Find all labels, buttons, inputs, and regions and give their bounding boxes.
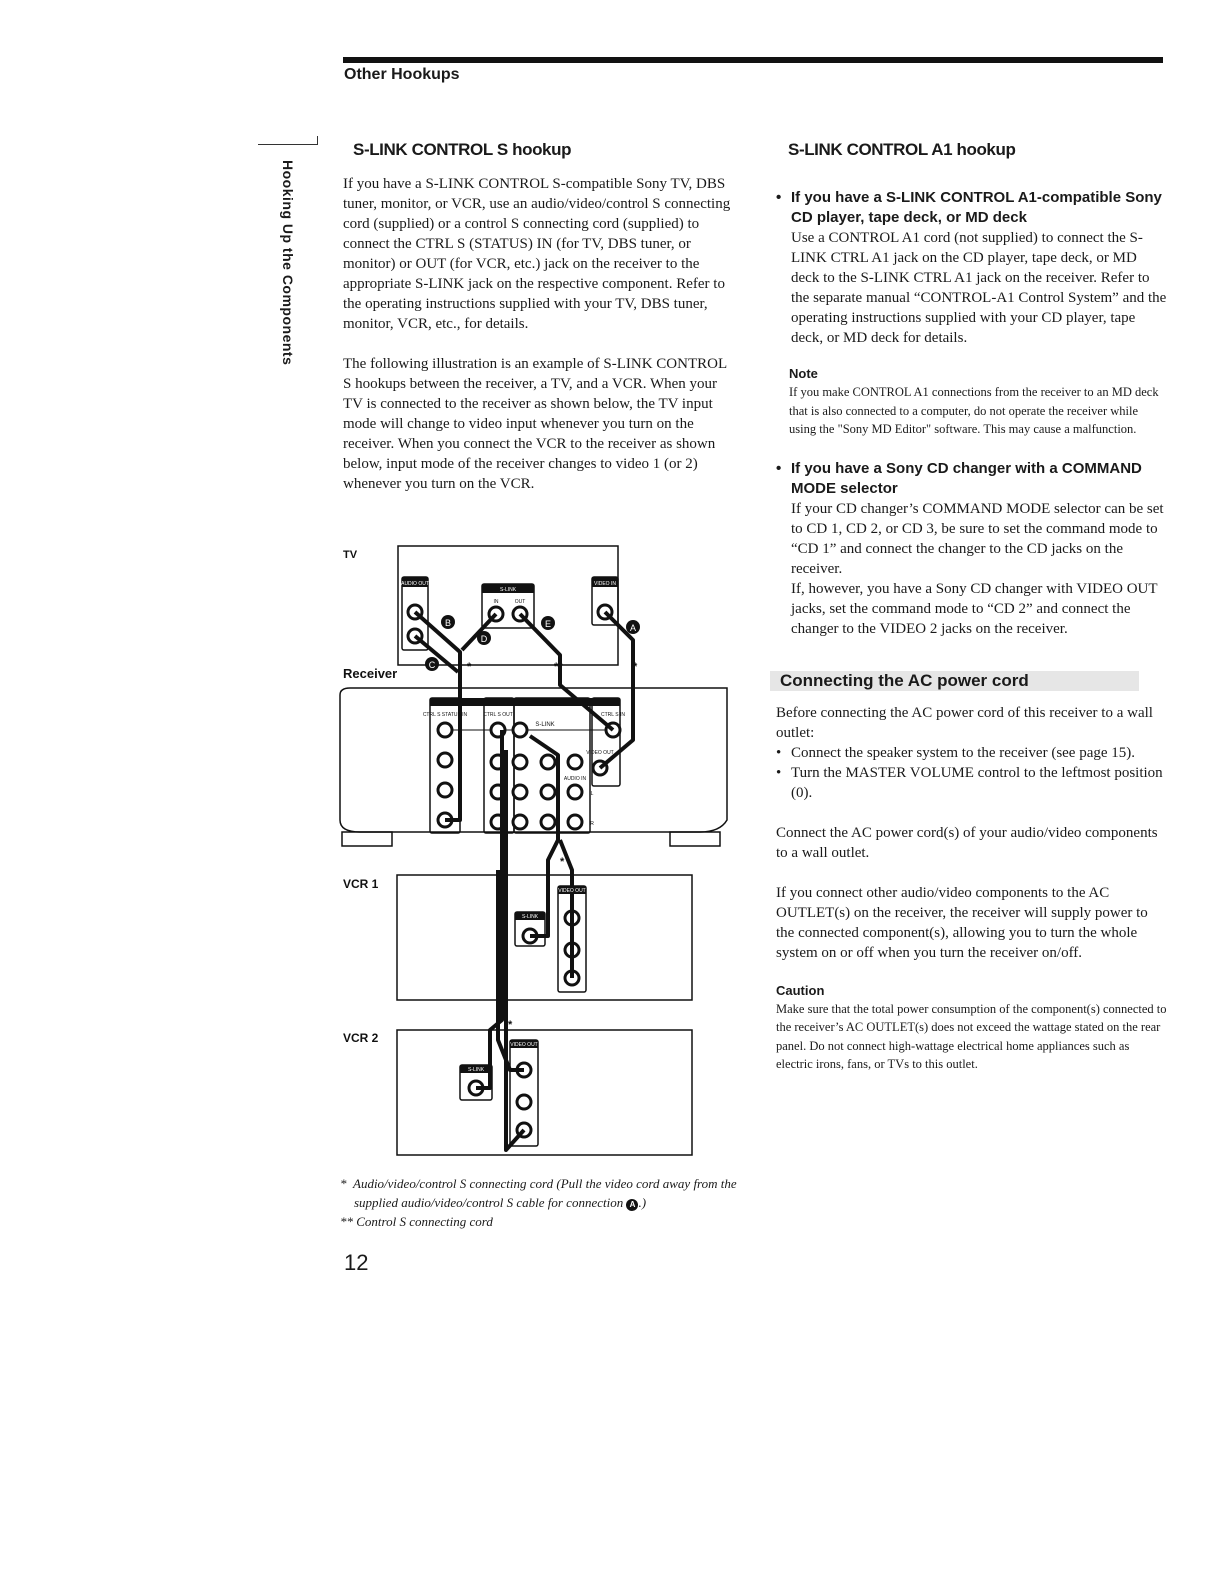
jack-icon <box>438 753 452 767</box>
diagram-shape <box>506 750 524 1150</box>
jack-icon <box>517 1095 531 1109</box>
jack-icon <box>438 723 452 737</box>
jack-label: VIDEO OUT <box>558 888 586 894</box>
hookup-diagram <box>330 540 740 1165</box>
jack-icon <box>541 785 555 799</box>
jack-label: OUT <box>514 599 526 605</box>
vcr2-label: VCR 2 <box>343 1031 379 1045</box>
side-tab-rule <box>317 136 318 145</box>
receiver-foot <box>670 832 720 846</box>
receiver-box <box>340 688 727 832</box>
cd-changer-bullet-heading: • If you have a Sony CD changer with a COMMAND MODE selector <box>776 459 1168 499</box>
footnote-1: Audio/video/control S connecting cord (Pull the video cord away from the supplied audio/video/control S cable for connection <box>353 1176 737 1210</box>
diagram-shape <box>401 581 616 1073</box>
jack-icon <box>513 785 527 799</box>
marker-d: D <box>480 634 488 644</box>
jack-icon <box>513 815 527 829</box>
footnote-double-star: ** <box>340 1214 353 1229</box>
vcr1-label: VCR 1 <box>343 877 379 891</box>
note-heading: Note <box>789 366 818 381</box>
page-number: 12 <box>344 1250 369 1275</box>
ac-list-item: • Turn the MASTER VOLUME control to the leftmost position (0). <box>776 763 1168 803</box>
slink-s-title: S-LINK CONTROL S hookup <box>353 140 572 159</box>
jack-icon <box>568 755 582 769</box>
slink-a1-title: S-LINK CONTROL A1 hookup <box>788 140 1016 159</box>
caution-heading: Caution <box>776 982 825 998</box>
jack-label: S-LINK <box>499 587 517 593</box>
footnote-2: Control S connecting cord <box>356 1214 493 1229</box>
marker-b: B <box>444 618 452 628</box>
jack-label: VIDEO IN <box>594 581 616 587</box>
jack-icon <box>438 783 452 797</box>
marker-a: A <box>629 623 637 633</box>
diagram-shape <box>462 614 496 650</box>
cd-changer-body-1: If your CD changer’s COMMAND MODE selector can be set to CD 1, CD 2, or CD 3, be sure to set the command mode to “CD 1” and connect the changer to the CD jacks on the receiver. <box>791 500 1164 577</box>
jack-label: VIDEO OUT <box>586 750 614 756</box>
caution-body: Make sure that the total power consumption of the component(s) connected to the receiver’s AC OUTLET(s) does not exceed the wattage stated on the rear panel. Do not connect high-wattage electrical home appliances such as electric irons, fans, or TVs to this outlet. <box>776 1001 1167 1071</box>
jack-label: VIDEO OUT <box>510 1042 538 1048</box>
jack-label: S-LINK <box>521 914 539 920</box>
ac-paragraph-2: Connect the AC power cord(s) of your audio/video components to a wall outlet. <box>776 824 1158 861</box>
diagram-shape <box>600 612 633 768</box>
jack-icon <box>541 755 555 769</box>
right-column <box>776 140 1168 1074</box>
jack-label: AUDIO OUT <box>401 581 429 587</box>
tv-label: TV <box>343 549 358 561</box>
diagram-shape <box>340 546 727 1155</box>
footnotes: * Audio/video/control S connecting cord (Pull the video cord away from the supplied audio/video/control S cable for connection A .) ** Control S connecting cord <box>340 1176 737 1229</box>
jack-label: S-LINK <box>467 1067 485 1073</box>
diagram-shape <box>343 549 638 1045</box>
header-rule <box>343 57 1163 63</box>
footnote-star: * <box>340 1176 347 1191</box>
cd-changer-body-2: If, however, you have a Sony CD changer with VIDEO OUT jacks, set the command mode to “CD 2” and connect the changer to the VIDEO 2 jacks on the receiver. <box>791 580 1158 637</box>
receiver-label: Receiver <box>343 666 398 681</box>
double-star-marker: ** <box>554 661 563 673</box>
ac-power-title: Connecting the AC power cord <box>770 671 1139 691</box>
connection-markers <box>425 615 640 671</box>
ac-intro: Before connecting the AC power cord of this receiver to a wall outlet: <box>776 704 1153 741</box>
diagram-shape <box>520 614 613 730</box>
jack-label: R <box>590 821 594 827</box>
jack-label: L <box>590 791 594 797</box>
footnote-marker-a: A <box>626 1199 638 1211</box>
receiver-foot <box>342 832 392 846</box>
marker-e: E <box>544 619 552 629</box>
jack-icon <box>541 815 555 829</box>
vcr2-box <box>397 1030 692 1155</box>
star-marker: * <box>508 1019 513 1031</box>
star-marker: * <box>467 661 472 673</box>
jack-label: IN <box>493 599 499 605</box>
jack-label: S-LINK <box>535 722 555 728</box>
a1-bullet-body: Use a CONTROL A1 cord (not supplied) to connect the S-LINK CTRL A1 jack on the CD player, tape deck, or MD deck to the S-LINK CTRL A1 jack on the receiver. Refer to the separate manual “CONTROL-A1 Control System” and the operating instructions supplied with your CD player, tape deck, or MD deck for details. <box>791 230 1167 346</box>
side-tab-label: Hooking Up the Components <box>280 160 296 366</box>
side-tab-rule <box>258 144 318 145</box>
section-heading: Other Hookups <box>344 66 460 83</box>
marker-c: C <box>428 660 436 670</box>
left-column <box>343 140 735 514</box>
cables <box>415 612 633 1150</box>
star-marker: * <box>633 661 638 673</box>
jack-label: CTRL S OUT <box>483 712 513 718</box>
jack-icon <box>568 815 582 829</box>
jack-label: AUDIO IN <box>563 776 587 782</box>
jack-icon <box>513 723 527 737</box>
jack-label: CTRL S STATUS IN <box>422 712 468 718</box>
ac-list-item: • Connect the speaker system to the receiver (see page 15). <box>776 743 1168 763</box>
slink-s-paragraph-2: The following illustration is an example of S-LINK CONTROL S hookups between the receiver, a TV, and a VCR. When your TV is connected to the receiver as shown below, the TV input mode will change to video input whenever you turn on the receiver. When you connect the VCR to the receiver as shown below, input mode of the receiver changes to video 1 (or 2) whenever you turn on the VCR. <box>343 356 727 492</box>
slink-s-paragraph-1: If you have a S-LINK CONTROL S-compatible Sony TV, DBS tuner, monitor, or VCR, use an audio/video/control S connecting cord (supplied) or a control S connecting cord (supplied) to connect the CTRL S (STATUS) IN (for TV, DBS tuner, or monitor) or OUT (for VCR, etc.) jack on the receiver to the appropriate S-LINK jack on the respective component. Refer to the operating instructions supplied with your TV, DBS tuner, monitor, VCR, etc., for details. <box>343 176 731 332</box>
ac-paragraph-3: If you connect other audio/video components to the AC OUTLET(s) on the receiver, the receiver will supply power to the connected component(s), allowing you to turn the whole system on or off when you turn the receiver on/off. <box>776 884 1148 961</box>
star-marker: * <box>560 856 565 868</box>
note-body: If you make CONTROL A1 connections from the receiver to an MD deck that is also connected to a computer, do not operate the receiver while using the "Sony MD Editor" software. This may cause a malfunction. <box>789 385 1159 436</box>
diagram-shape <box>408 605 620 1137</box>
jack-label: CTRL S IN <box>601 712 625 718</box>
a1-bullet-heading: • If you have a S-LINK CONTROL A1-compatible Sony CD player, tape deck, or MD deck <box>776 188 1168 228</box>
jack-icon <box>513 755 527 769</box>
jack-icon <box>568 785 582 799</box>
